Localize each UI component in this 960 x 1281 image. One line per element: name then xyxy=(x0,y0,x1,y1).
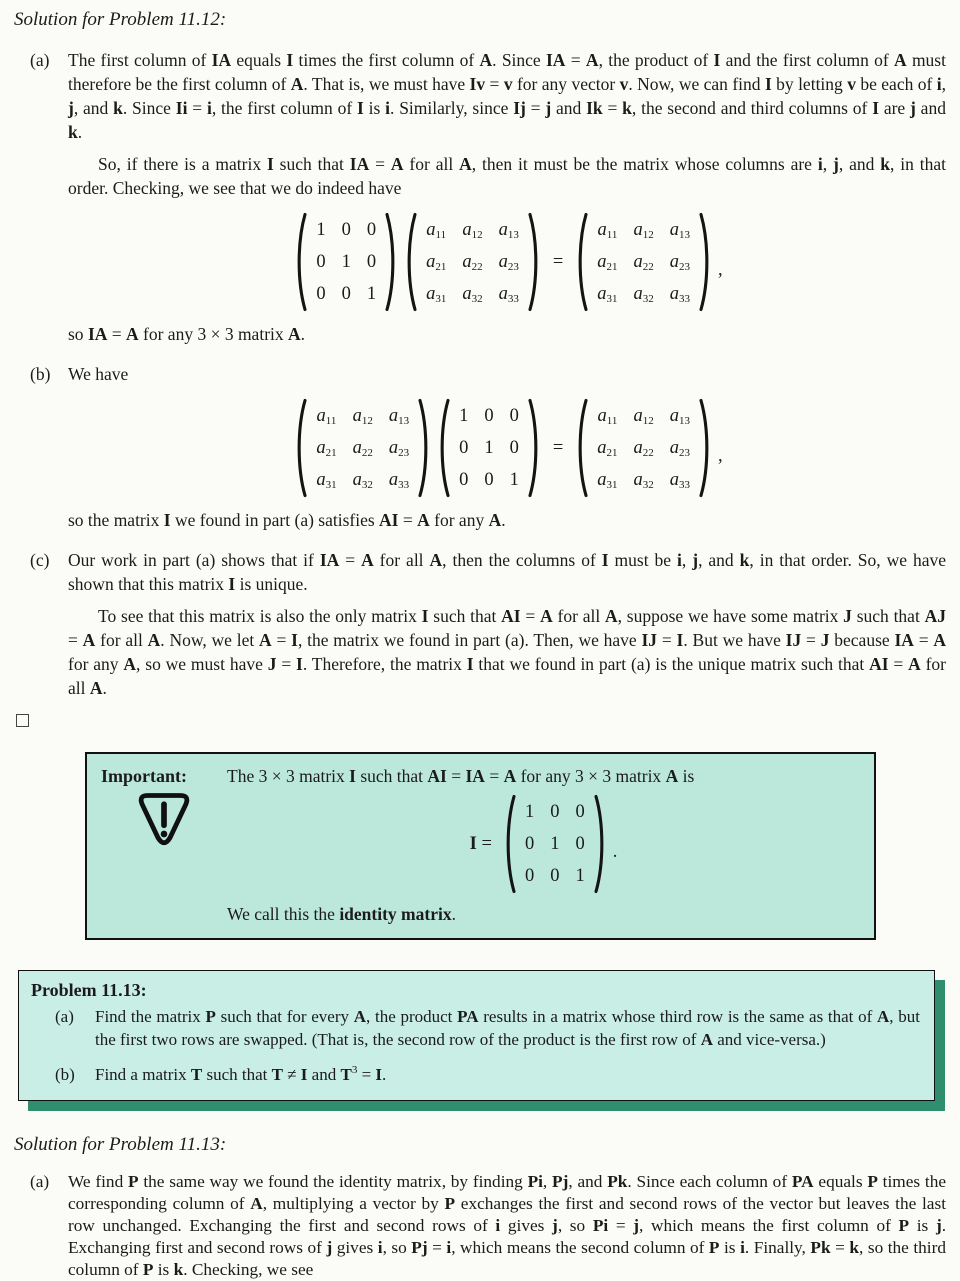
equals-sign: = xyxy=(552,437,564,458)
part-a-paragraph-2: So, if there is a matrix I such that IA = A for all A, then it must be the matrix whose columns are i, j, and k, in that order. Checking, we see that we do indeed have xyxy=(68,154,946,198)
important-footer-text: We call this the identity matrix. xyxy=(227,904,456,924)
solution-1112-part-c xyxy=(30,548,946,700)
part-a-label: (a) xyxy=(30,1172,50,1191)
problem-b-text: Find a matrix T such that T ≠ I and $T^3 = I$. xyxy=(95,1064,387,1084)
identity-matrix: 1 0 0 0 1 0 0 0 1 xyxy=(294,212,398,312)
identity-matrix-definition xyxy=(227,794,860,894)
important-callout-box xyxy=(85,752,876,940)
problem-a-text: Find the matrix P such that for every A, the product PA results in a matrix whose third row is the same as that of A, but the first two rows are swapped. (That is, the second row of the product is the first row of A and vice-versa.) xyxy=(95,1007,920,1049)
solution-1113-a-text: We find P the same way we found the identity matrix, by finding Pi, Pj, and Pk. Since each column of PA equals P times the corresponding column of A, multiplying a vector by P exchanges the first and second rows of the vector but leaves the last row unchanged. Exchanging the first and second rows of i gives j, so Pi = j, which means the first column of P is j. Exchanging first and second rows of j gives i, so Pj = i, which means the second column of P is i. Finally, Pk = k, so the third column of P is k. Checking, we see xyxy=(68,1172,947,1279)
part-b-conclusion: so the matrix I we found in part (a) satisfies AI = A for any A. xyxy=(68,510,506,530)
equals-sign: = xyxy=(552,251,564,272)
problem-1113-box xyxy=(18,970,935,1101)
identity-lhs: I = xyxy=(469,833,492,854)
problem-title: Problem 11.13: xyxy=(31,980,147,1000)
solution-1112-part-a xyxy=(30,48,946,346)
equation-comma: , xyxy=(718,445,723,466)
part-a-conclusion: so IA = A for any 3 × 3 matrix A. xyxy=(68,324,306,344)
warning-exclamation-triangle-icon xyxy=(101,788,227,898)
identity-matrix: 1 0 0 0 1 0 0 0 1 xyxy=(503,794,607,894)
matrix-equation-ia xyxy=(68,212,946,312)
part-c-paragraph-1: Our work in part (a) shows that if IA = A for all A, then the columns of I must be i, j, and k, in that order. So, we have shown that this matrix I is unique. xyxy=(68,550,947,594)
problem-part-b xyxy=(55,1063,920,1086)
important-body-text: The 3 × 3 matrix I such that AI = IA = A for any 3 × 3 matrix A is xyxy=(227,766,695,786)
solution-1112-part-b xyxy=(30,362,946,532)
part-b-intro: We have xyxy=(68,364,129,384)
equation-period: . xyxy=(612,841,618,862)
identity-matrix: 1 0 0 0 1 0 0 0 1 xyxy=(437,398,541,498)
problem-a-label: (a) xyxy=(55,1007,74,1026)
problem-b-label: (b) xyxy=(55,1065,75,1084)
part-a-label: (a) xyxy=(30,50,50,70)
general-matrix-a: $a_{11}$ $a_{12}$ $a_{13}$ $a_{21}$ $a_{22}$ $a_{23}$ $a_{31}$ $a_{32}$ $a_{33}$ xyxy=(404,212,541,312)
result-matrix-a: $a_{11}$ $a_{12}$ $a_{13}$ $a_{21}$ $a_{22}$ $a_{23}$ $a_{31}$ $a_{32}$ $a_{33}$ xyxy=(575,212,712,312)
part-c-label: (c) xyxy=(30,550,50,570)
matrix-equation-ai xyxy=(68,398,946,498)
important-label: Important: xyxy=(101,766,187,786)
general-matrix-a: $a_{11}$ $a_{12}$ $a_{13}$ $a_{21}$ $a_{22}$ $a_{23}$ $a_{31}$ $a_{32}$ $a_{33}$ xyxy=(294,398,431,498)
solution-1113-heading: Solution for Problem 11.13: xyxy=(14,1134,227,1155)
result-matrix-a: $a_{11}$ $a_{12}$ $a_{13}$ $a_{21}$ $a_{22}$ $a_{23}$ $a_{31}$ $a_{32}$ $a_{33}$ xyxy=(575,398,712,498)
solution-1112-heading: Solution for Problem 11.12: xyxy=(14,9,227,30)
part-b-label: (b) xyxy=(30,364,51,384)
solution-1113-part-a xyxy=(30,1171,946,1281)
part-c-paragraph-2: To see that this matrix is also the only matrix I such that AI = A for all A, suppose we have some matrix J such that AJ = A for all A. Now, we let A = I, the matrix we found in part (a). Then, we have IJ = I. But we have IJ = J because IA = A for any A, so we must have J = I. Therefore, the matrix I that we found in part (a) is the unique matrix such that AI = A for all A. xyxy=(68,606,947,698)
part-a-paragraph-1: The first column of IA equals I times the first column of A. Since IA = A, the product of I and the first column of A must therefore be the first column of A. That is, we must have Iv = v for any vector v. Now, we can find I by letting v be each of i, j, and k. Since Ii = i, the first column of I is i. Similarly, since Ij = j and Ik = k, the second and third columns of I are j and k. xyxy=(68,50,946,142)
equation-comma: , xyxy=(718,259,723,280)
end-of-proof-square xyxy=(16,714,29,727)
problem-part-a xyxy=(55,1005,920,1051)
